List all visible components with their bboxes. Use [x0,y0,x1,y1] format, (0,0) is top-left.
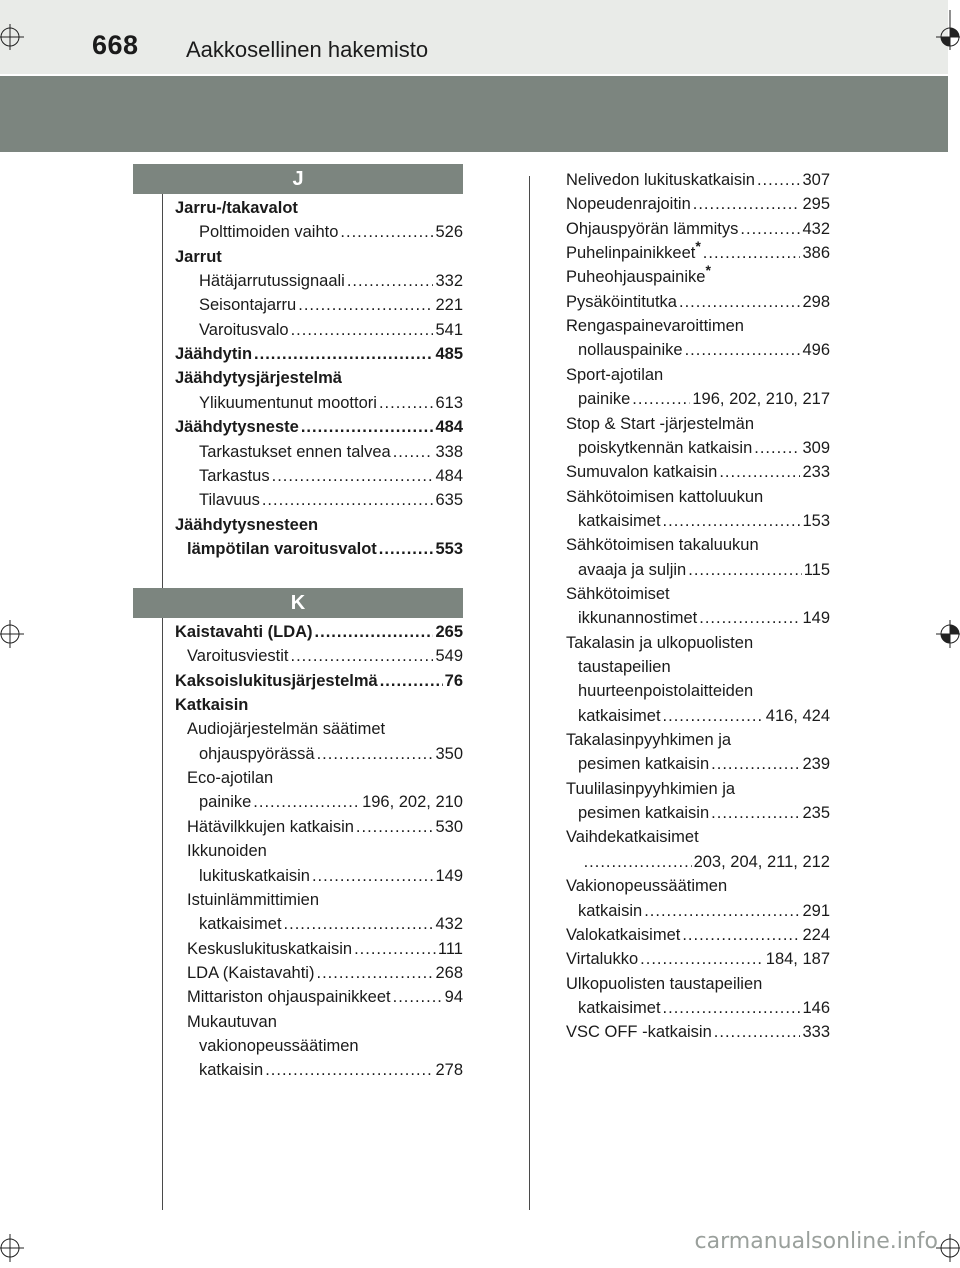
entry-page: 291 [802,901,830,920]
entry-text: painike [199,793,252,812]
entry-page: 233 [802,463,830,482]
entry-text: Jäähdytysneste [175,418,299,437]
entry-text: Takalasin ja ulkopuolisten [566,633,754,652]
entry-page: 526 [435,223,463,242]
entry-page: 530 [435,817,463,836]
footnote-star: * [705,265,711,279]
entry-text: ohjauspyörässä [199,744,315,763]
entry-text: katkaisimet [199,915,282,934]
entry-text: Ikkunoiden [187,842,267,861]
entry-text: Varoitusvalo [199,320,289,339]
entry-page: 76 [444,671,463,690]
entry-text: Kaistavahti (LDA) [175,623,313,641]
entry-text: katkaisimet [578,511,661,530]
entry-page: 484 [435,466,463,485]
entry-page: 221 [435,296,463,315]
entry-page: 235 [802,804,830,823]
entry-text: Tarkastukset ennen talvea [199,442,391,461]
entry-text: poiskytkennän katkaisin [578,438,753,457]
entry-text: Jäähdytin [175,345,253,364]
entry-text: katkaisimet [578,998,661,1017]
entry-text: Sumuvalon katkaisin [566,463,718,482]
entry-page: 239 [802,755,830,774]
entry-text: Nelivedon lukituskatkaisin [566,171,755,189]
entry-text: lukituskatkaisin [199,866,310,885]
entry-page: 333 [802,1023,830,1042]
entry-page: 149 [802,609,830,628]
entry-text: Rengaspainevaroittimen [566,317,744,336]
entry-text: Takalasinpyyhkimen ja [566,731,732,750]
entry-page: 432 [435,915,463,934]
entry-text: Eco-ajotilan [187,769,274,788]
section-header-k: K [133,588,463,618]
footnote-star: * [695,241,701,255]
entry-text: Hätäjarrutussignaali [199,272,345,291]
entry-page: 153 [802,511,830,530]
entry-page: 196, 202, 210, 217 [692,390,830,409]
entry-text: Hätävilkkujen katkaisin [187,817,354,836]
entry-text: Sähkötoimisen kattoluukun [566,487,764,506]
entry-page: 309 [802,438,830,457]
entry-text: Pysäköintitutka [566,292,677,311]
entry-text: Jäähdytysjärjestelmä [175,369,342,388]
entry-text: Mukautuvan [187,1012,277,1031]
entry-text: Ohjauspyörän lämmitys [566,219,739,238]
entry-page: 338 [435,442,463,461]
entry-text: huurteenpoistolaitteiden [578,682,754,701]
entry-page: 184, 187 [765,950,830,969]
entry-page: 203, 204, 211, 212 [693,852,830,871]
entry-text: Katkaisin [175,696,249,715]
entry-page: 350 [435,744,463,763]
entry-text: lämpötilan varoitusvalot [187,539,377,558]
entry-page: 485 [435,345,463,364]
entry-page: 94 [444,988,463,1007]
page-number: 668 [92,30,139,60]
entry-text: Kaksoislukitusjärjestelmä [175,671,378,690]
entry-text: Tuulilasinpyyhkimien ja [566,779,736,798]
entry-text: Seisontajarru [199,296,297,315]
entry-text: Puhelinpainikkeet [566,244,696,263]
entry-text: pesimen katkaisin [578,804,710,823]
entry-text: Ulkopuolisten taustapeilien [566,974,763,993]
entry-text: Vaihdekatkaisimet [566,828,699,847]
entry-page: 265 [435,623,463,641]
entry-text: Polttimoiden vaihto [199,223,339,242]
entry-text: Puheohjauspainike [566,268,706,287]
entry-text: Keskuslukituskatkaisin [187,939,353,958]
entry-text: Jarrut [175,247,222,266]
entry-page: 553 [435,539,463,558]
entry-page: 635 [435,491,463,510]
entry-text: katkaisimet [578,706,661,725]
entry-text: Jäähdytysnesteen [175,515,319,534]
entry-text: nollauspainike [578,341,683,360]
entry-text: Tilavuus [199,491,260,510]
entry-page: 549 [435,647,463,666]
entry-text: Virtalukko [566,950,639,969]
entry-page: 307 [802,171,830,189]
watermark: carmanualsonline.info [694,1229,938,1254]
entry-page: 278 [435,1061,463,1080]
entry-page: 613 [435,393,463,412]
entry-text: taustapeilien [578,658,671,676]
entry-text: katkaisin [199,1061,264,1080]
entry-page: 484 [435,418,463,437]
entry-page: 111 [437,939,463,958]
entry-page: 224 [802,925,830,944]
entry-page: 149 [435,866,463,885]
entry-text: Sähkötoimisen takaluukun [566,536,759,555]
entry-text: Sähkötoimiset [566,584,670,603]
entry-text: painike [578,390,631,409]
entry-page: 432 [802,219,830,238]
entry-page: 496 [802,341,830,360]
entry-page: 295 [802,195,830,214]
entry-text: pesimen katkaisin [578,755,710,774]
entry-page: 541 [435,320,463,339]
entry-text: Stop & Start -järjestelmän [566,414,754,433]
entry-text: ikkunannostimet [578,609,698,628]
entry-text: Nopeudenrajoitin [566,195,691,214]
entry-page: 386 [802,244,830,263]
entry-text: Tarkastus [199,466,270,485]
entry-page: 298 [802,292,830,311]
page-title: Aakkosellinen hakemisto [186,37,429,62]
entry-page: 268 [435,963,463,982]
entry-text: vakionopeussäätimen [199,1036,359,1055]
entry-text: Valokatkaisimet [566,925,681,944]
entry-page: 416, 424 [765,706,830,725]
entry-text: VSC OFF -katkaisin [566,1023,712,1042]
entry-text: Sport-ajotilan [566,365,664,384]
section-header-j: J [133,164,463,194]
entry-text: Istuinlämmittimien [187,890,320,909]
entry-text: Mittariston ohjauspainikkeet [187,988,391,1007]
entry-text: avaaja ja suljin [578,560,687,579]
entry-text: Jarru-/takavalot [175,199,298,217]
entry-page: 146 [802,998,830,1017]
entry-text: LDA (Kaistavahti) [187,963,315,982]
entry-text: katkaisin [578,901,643,920]
entry-text: Varoitusviestit [187,647,289,666]
entry-page: 196, 202, 210 [362,793,463,812]
entry-page: 115 [803,560,830,579]
entry-text: Ylikuumentunut moottori [199,393,377,412]
entry-page: 332 [435,272,463,291]
entry-text: Vakionopeussäätimen [566,877,728,896]
entry-text: Audiojärjestelmän säätimet [187,720,386,739]
